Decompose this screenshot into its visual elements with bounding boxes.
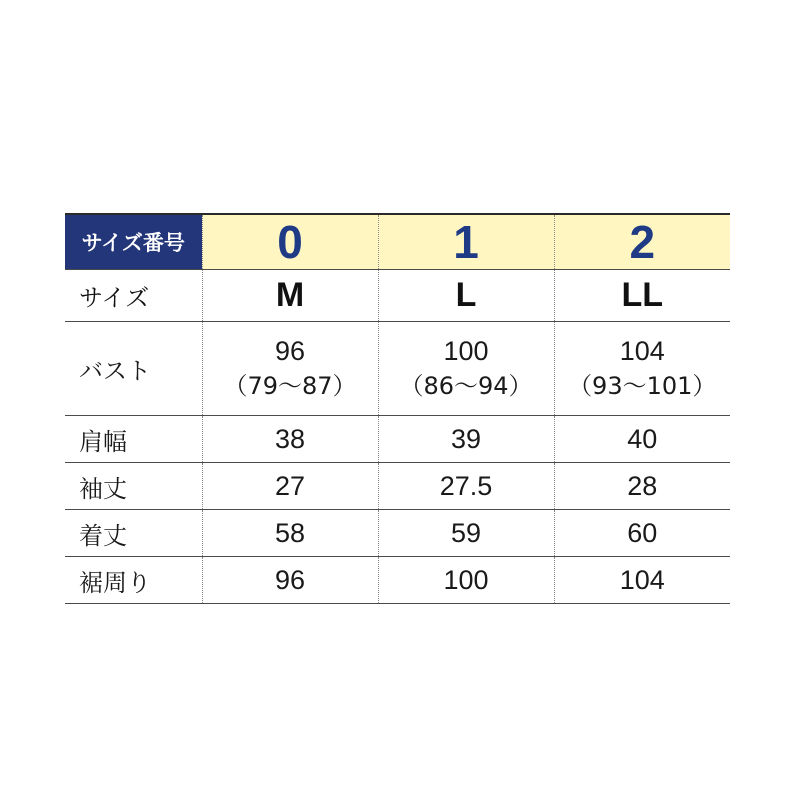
hem-row [65,557,730,604]
header-row [65,214,730,270]
size-number-0: 0 [202,214,378,270]
sleeve-value: 27 [202,463,378,510]
sleeve-row [65,463,730,510]
bust-range: （86〜94） [399,371,533,400]
hem-value: 104 [554,557,730,604]
size-value: L [378,270,554,322]
length-value: 59 [378,510,554,557]
bust-value: 104 [619,335,665,366]
length-row [65,510,730,557]
size-value: LL [554,270,730,322]
bust-cell [554,322,730,416]
bust-range: （79〜87） [223,371,357,400]
hem-value: 100 [378,557,554,604]
size-number-label: サイズ番号 [65,214,202,270]
sleeve-value: 27.5 [378,463,554,510]
shoulder-value: 39 [378,416,554,463]
bust-value: 100 [443,335,489,366]
shoulder-value: 40 [554,416,730,463]
shoulder-value: 38 [202,416,378,463]
size-chart-table [65,213,730,604]
bust-cell [202,322,378,416]
size-label: サイズ [65,270,202,322]
length-value: 58 [202,510,378,557]
size-value: M [202,270,378,322]
hem-value: 96 [202,557,378,604]
bust-value: 96 [274,335,306,366]
sleeve-label: 袖丈 [65,463,202,510]
size-row [65,270,730,322]
size-number-1: 1 [378,214,554,270]
hem-label: 裾周り [65,557,202,604]
shoulder-row [65,416,730,463]
length-value: 60 [554,510,730,557]
bust-cell [378,322,554,416]
sleeve-value: 28 [554,463,730,510]
bust-range: （93〜101） [568,371,717,400]
bust-row [65,322,730,416]
length-label: 着丈 [65,510,202,557]
shoulder-label: 肩幅 [65,416,202,463]
size-number-2: 2 [554,214,730,270]
bust-label: バスト [65,322,202,416]
